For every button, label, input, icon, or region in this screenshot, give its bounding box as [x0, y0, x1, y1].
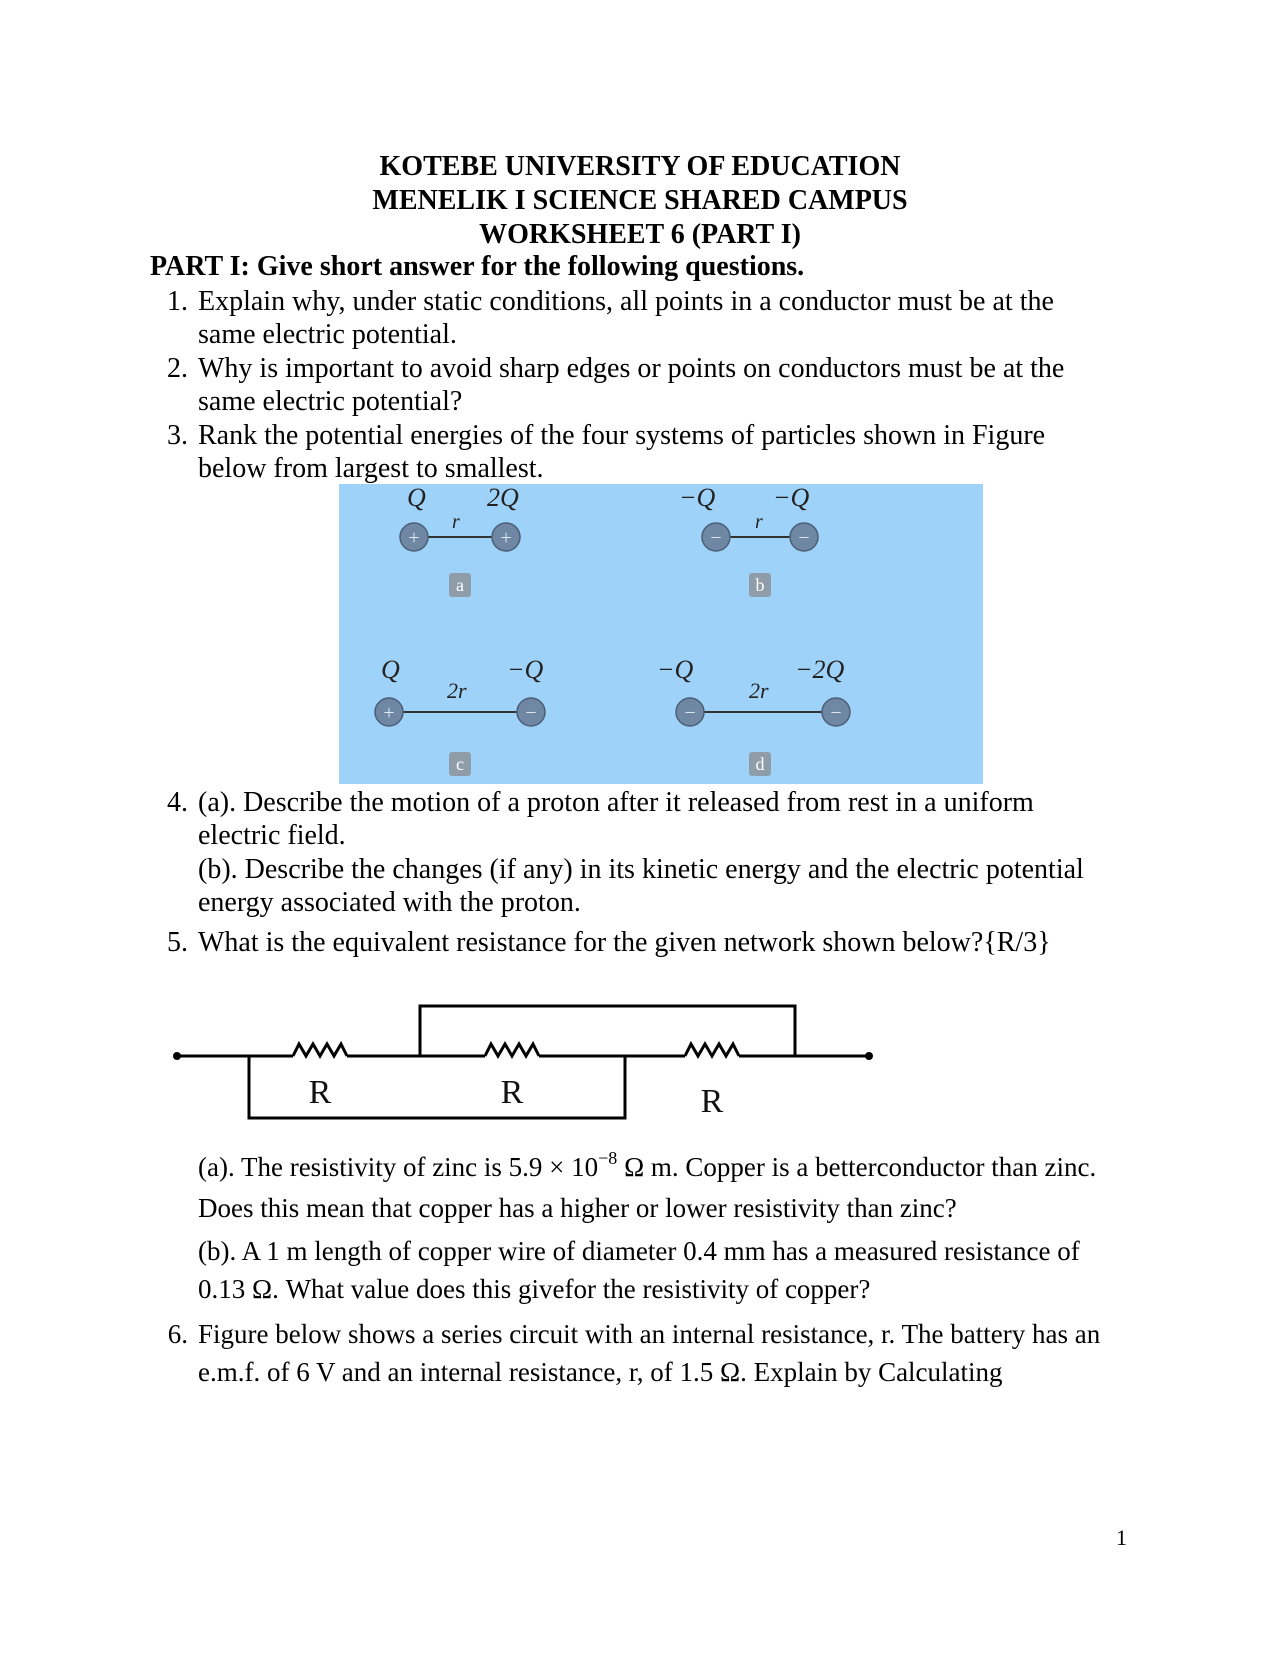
- question-number: 4.: [167, 787, 188, 818]
- particle-c2: [517, 698, 545, 726]
- tag-d: [749, 752, 771, 776]
- resistor-2: [485, 1044, 539, 1056]
- question-number: 5.: [167, 927, 188, 958]
- question-text: Rank the potential energies of the four systems of particles shown in Figure below from largest to smallest.: [198, 420, 1046, 484]
- system-c-separation: 2r: [447, 678, 467, 703]
- particle-systems-diagram: [339, 484, 983, 784]
- question-5a: [198, 1148, 1128, 1227]
- system-c-charge2: −Q: [507, 655, 544, 684]
- question-5b: (b). A 1 m length of copper wire of diameter 0.4 mm has a measured resistance of 0.13 Ω. What value does this givefor the resistivity of copper?: [198, 1236, 1080, 1304]
- particle-c1: [375, 698, 403, 726]
- worksheet-title: WORKSHEET 6 (PART I): [479, 219, 801, 250]
- system-d-charge1: −Q: [657, 655, 694, 684]
- question-text: What is the equivalent resistance for the given network shown below?{R/3}: [198, 927, 1051, 958]
- resistor-3-label: R: [700, 1083, 724, 1120]
- system-a-separation: r: [452, 511, 460, 533]
- particle-b2: [790, 523, 818, 551]
- tag-b: [749, 573, 771, 597]
- system-a-charge2: 2Q: [487, 484, 519, 512]
- resistor-network-diagram: [165, 990, 885, 1130]
- system-c-charge1: Q: [381, 655, 400, 684]
- particle-systems-figure: [339, 484, 983, 784]
- system-b-charge2: −Q: [773, 484, 810, 512]
- svg-text:a: a: [456, 575, 464, 595]
- upper-bypass-wire: [420, 1006, 795, 1056]
- svg-text:b: b: [755, 575, 765, 595]
- system-b-separation: r: [755, 511, 763, 533]
- svg-text:−: −: [684, 702, 696, 724]
- question-4b-text: (b). Describe the changes (if any) in its kinetic energy and the electric potential energy associated with the proton.: [198, 854, 1084, 918]
- question-number: 2.: [167, 353, 188, 384]
- question-4a-text: (a). Describe the motion of a proton after it released from rest in a uniform electric field.: [198, 787, 1034, 851]
- system-d-charge2: −2Q: [795, 655, 845, 684]
- system-a-charge1: Q: [407, 484, 426, 512]
- question-number: 6.: [167, 1319, 188, 1349]
- tag-c: [449, 752, 471, 776]
- question-text: Explain why, under static conditions, all points in a conductor must be at the same electric potential.: [198, 286, 1054, 350]
- resistor-3: [685, 1044, 739, 1056]
- resistor-1-label: R: [308, 1074, 332, 1111]
- particle-d2: [822, 698, 850, 726]
- question-text: Figure below shows a series circuit with an internal resistance, r. The battery has an e.m.f. of 6 V and an internal resistance, r, of 1.5 Ω. Explain by Calculating: [198, 1319, 1101, 1387]
- page-number: 1: [1116, 1525, 1127, 1550]
- question-text: Why is important to avoid sharp edges or points on conductors must be at the same electric potential?: [198, 353, 1065, 417]
- question-number: 1.: [167, 286, 188, 317]
- part-heading: PART I: Give short answer for the following questions.: [150, 251, 805, 282]
- resistor-2-label: R: [500, 1074, 524, 1111]
- svg-text:+: +: [383, 702, 395, 724]
- question-5a-text-end: Ω m. Copper is a betterconductor than zinc. Does this mean that copper has a higher or lower resistivity than zinc?: [198, 1152, 1097, 1223]
- particle-b1: [702, 523, 730, 551]
- svg-text:d: d: [755, 754, 765, 774]
- svg-text:−: −: [798, 527, 810, 549]
- question-number: 3.: [167, 420, 188, 451]
- tag-a: [449, 573, 471, 597]
- svg-text:−: −: [710, 527, 722, 549]
- resistor-1: [293, 1044, 347, 1056]
- university-title: KOTEBE UNIVERSITY OF EDUCATION: [379, 151, 901, 182]
- lower-bypass-wire: [249, 1056, 625, 1118]
- svg-text:−: −: [830, 702, 842, 724]
- svg-text:+: +: [500, 527, 512, 549]
- particle-d1: [676, 698, 704, 726]
- particle-a1: [400, 523, 428, 551]
- exponent: −8: [598, 1148, 618, 1168]
- svg-text:+: +: [408, 527, 420, 549]
- input-terminal: [173, 1052, 181, 1060]
- system-b-charge1: −Q: [679, 484, 716, 512]
- output-terminal: [865, 1052, 873, 1060]
- system-d-separation: 2r: [749, 678, 769, 703]
- campus-title: MENELIK I SCIENCE SHARED CAMPUS: [372, 185, 908, 216]
- svg-text:c: c: [456, 754, 464, 774]
- question-5a-text-start: (a). The resistivity of zinc is 5.9 × 10: [198, 1152, 599, 1182]
- svg-text:−: −: [525, 702, 537, 724]
- particle-a2: [492, 523, 520, 551]
